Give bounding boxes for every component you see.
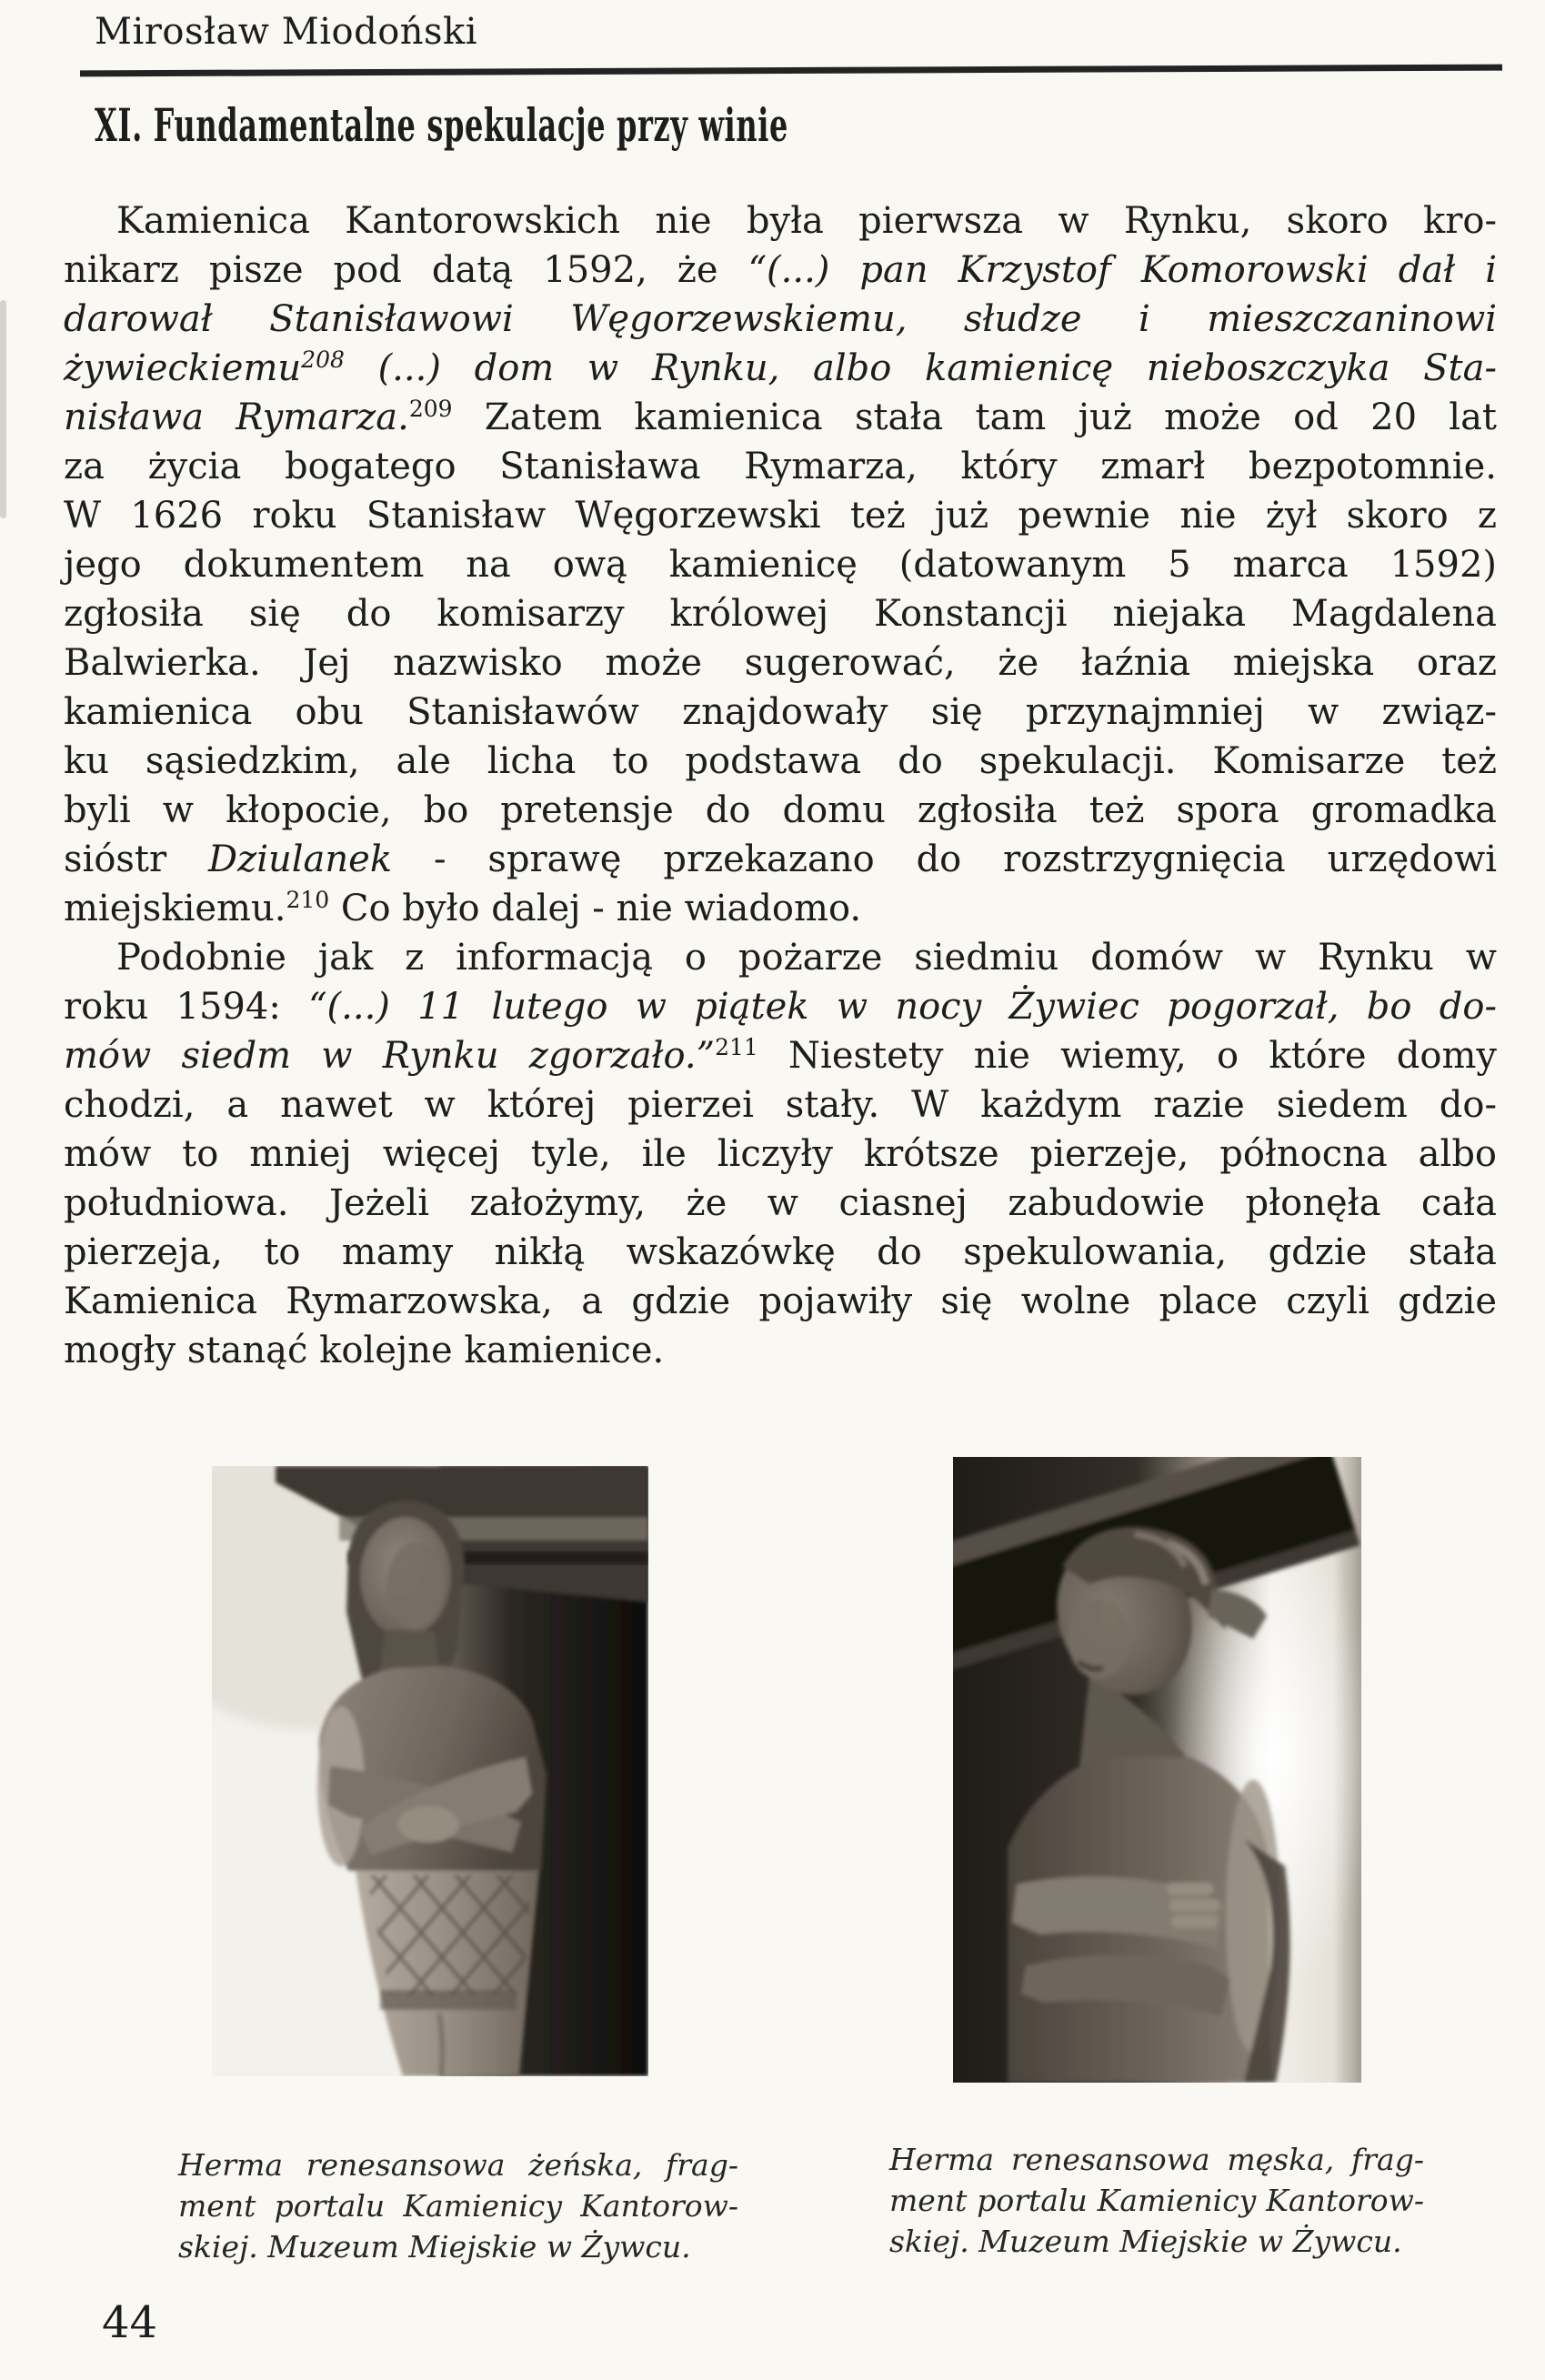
caption-line: ment portalu Kamienicy Kantorow- <box>178 2188 738 2224</box>
body-line: Balwierka. Jej nazwisko może sugerować, że łaźnia miejska oraz <box>64 642 1497 684</box>
body-line: za życia bogatego Stanisława Rymarza, który zmarł bezpotomnie. <box>64 446 1497 487</box>
body-line: mów to mniej więcej tyle, ile liczyły krótsze pierzeje, północna albo <box>64 1133 1497 1175</box>
body-line: żywieckiemu$^{208}$ (...) dom w Rynku, albo kamienicę nieboszczyka Sta- <box>64 346 1497 389</box>
body-line: W 1626 roku Stanisław Węgorzewski też już pewnie nie żył skoro z <box>64 495 1497 537</box>
body-line: darował Stanisławowi Węgorzewskiemu, słudze i mieszczaninowi <box>64 298 1497 340</box>
body-line: mogły stanąć kolejne kamienice. <box>64 1330 665 1371</box>
caption-line: Herma renesansowa żeńska, frag- <box>178 2147 738 2183</box>
photo-herma-female <box>212 1466 648 2076</box>
body-line: sióstr Dziulanek - sprawę przekazano do rozstrzygnięcia urzędowi <box>64 839 1497 880</box>
body-line: jego dokumentem na ową kamienicę (datowanym 5 marca 1592) <box>64 544 1497 586</box>
body-line: Podobnie jak z informacją o pożarze siedmiu domów w Rynku w <box>116 937 1497 979</box>
body-line: południowa. Jeżeli założymy, że w ciasnej zabudowie płonęła cała <box>64 1182 1497 1224</box>
scan-smudge-artifact <box>0 300 6 518</box>
caption-line: Herma renesansowa męska, frag- <box>889 2142 1424 2177</box>
body-line: mów siedm w Rynku zgorzało.”$^{211}$ Niestety nie wiemy, o które domy <box>64 1034 1497 1077</box>
body-line: nikarz pisze pod datą 1592, że “(...) pan Krzystof Komorowski dał i <box>64 249 1497 291</box>
caption-line: ment portalu Kamienicy Kantorow- <box>889 2183 1424 2218</box>
body-line: chodzi, a nawet w której pierzei stały. W każdym razie siedem do- <box>64 1084 1497 1126</box>
body-line: Kamienica Kantorowskich nie była pierwsza w Rynku, skoro kro- <box>116 200 1497 242</box>
body-line: zgłosiła się do komisarzy królowej Konstancji niejaka Magdalena <box>64 593 1497 635</box>
body-text <box>64 196 1497 1375</box>
body-line: byli w kłopocie, bo pretensje do domu zgłosiła też spora gromadka <box>64 789 1497 831</box>
caption-line: skiej. Muzeum Miejskie w Żywcu. <box>889 2224 1402 2259</box>
caption-herma-female <box>178 2144 738 2267</box>
herma-male-image <box>953 1457 1361 2083</box>
caption-herma-male <box>889 2139 1424 2262</box>
body-line: nisława Rymarza.$^{209}$ Zatem kamienica stała tam już może od 20 lat <box>64 396 1498 438</box>
header-rule <box>80 65 1502 77</box>
body-line: kamienica obu Stanisławów znajdowały się przynajmniej w związ- <box>64 691 1497 733</box>
body-line: pierzeja, to mamy nikłą wskazówkę do spekulowania, gdzie stała <box>64 1231 1497 1273</box>
body-line: ku sąsiedzkim, ale licha to podstawa do spekulacji. Komisarze też <box>64 740 1497 782</box>
photo-herma-male <box>953 1457 1361 2083</box>
body-line: roku 1594: “(...) 11 lutego w piątek w nocy Żywiec pogorzał, bo do- <box>64 986 1497 1028</box>
body-line: Kamienica Rymarzowska, a gdzie pojawiły się wolne place czyli gdzie <box>64 1280 1497 1322</box>
body-line: miejskiemu.$^{210}$ Co było dalej - nie wiadomo. <box>64 887 862 929</box>
running-header-author: Mirosław Miodoński <box>95 11 478 53</box>
page-number: 44 <box>102 2297 158 2348</box>
herma-female-image <box>212 1466 648 2076</box>
caption-line: skiej. Muzeum Miejskie w Żywcu. <box>178 2229 691 2265</box>
chapter-heading: XI. Fundamentalne spekulacje przy winie <box>95 98 789 152</box>
